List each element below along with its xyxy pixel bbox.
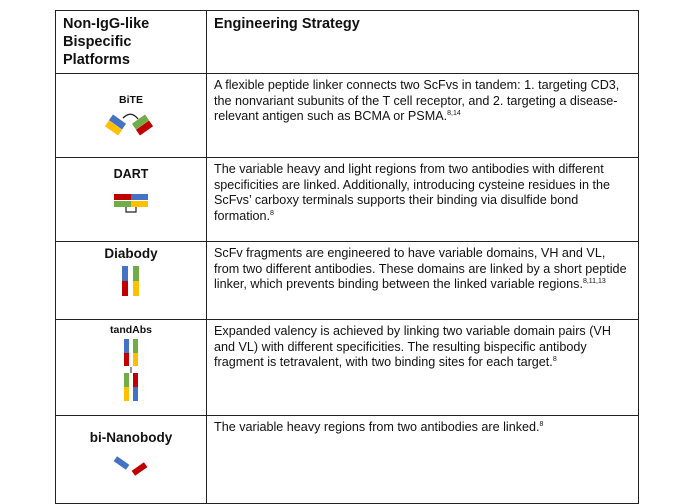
- platforms-header: [56, 11, 207, 74]
- dart-diagram-icon: [111, 191, 151, 217]
- strategy-text-bi-nanobody: The variable heavy regions from two antibodies are linked.: [214, 420, 540, 434]
- strategy-cell-bite: [207, 74, 639, 158]
- strategy-header: Engineering Strategy: [207, 11, 639, 74]
- table-row-dart: [56, 158, 639, 242]
- platform-name-dart: DART: [113, 167, 149, 181]
- table-row-diabody: [56, 242, 639, 320]
- bispecific-platforms-table: [55, 10, 639, 504]
- tandabs-diagram-icon: [119, 338, 143, 404]
- table-row-bite: [56, 74, 639, 158]
- reference-marker-diabody: 8,11,13: [582, 278, 606, 285]
- reference-marker-bite: 8,14: [447, 110, 461, 117]
- strategy-cell-tandabs: [207, 320, 639, 416]
- platform-cell-dart: [56, 158, 207, 242]
- platform-cell-diabody: [56, 242, 207, 320]
- table-row-tandabs: [56, 320, 639, 416]
- bi-nanobody-diagram-icon: [109, 455, 153, 479]
- strategy-cell-bi-nanobody: [207, 416, 639, 504]
- strategy-cell-dart: [207, 158, 639, 242]
- platform-name-bi-nanobody: bi-Nanobody: [89, 430, 173, 445]
- strategy-text-bite: A flexible peptide linker connects two ScFvs in tandem: 1. targeting CD3, the nonvariant subunits of the T cell receptor, and 2. targeting a disease-relevant antigen such as BCMA or PSMA.: [214, 78, 620, 124]
- platform-cell-bi-nanobody: [56, 416, 207, 504]
- strategy-text-dart: The variable heavy and light regions from two antibodies with different specificities are linked. Additionally, introducing cysteine residues in the ScFvs’ carboxy terminals supports their binding via disulfide bond formation.: [214, 162, 610, 223]
- reference-marker-dart: 8: [270, 209, 274, 217]
- platforms-header-line1: Non-IgG-like: [63, 16, 150, 32]
- reference-marker-tandabs: 8: [552, 356, 557, 363]
- bite-diagram-icon: [101, 110, 161, 146]
- table-header-row: [56, 11, 639, 74]
- platform-name-tandabs: tandAbs: [110, 324, 152, 336]
- platform-cell-bite: [56, 74, 207, 158]
- platform-cell-tandabs: [56, 320, 207, 416]
- platforms-header-line2: Bispecific Platforms: [63, 34, 132, 68]
- reference-marker-bi-nanobody: 8: [539, 420, 544, 428]
- platform-name-bite: BiTE: [119, 94, 143, 106]
- platform-name-diabody: Diabody: [104, 246, 158, 261]
- strategy-cell-diabody: [207, 242, 639, 320]
- strategy-text-tandabs: Expanded valency is achieved by linking two variable domain pairs (VH and VL) with different specificities. The resulting bispecific antibody fragment is tetravalent, with two binding sites for each target.: [214, 324, 611, 370]
- table-row-bi-nanobody: [56, 416, 639, 504]
- strategy-text-diabody: ScFv fragments are engineered to have variable domains, VH and VL, from two different antibodies. These domains are linked by a short peptide linker, which prevents binding between the linked variable regions.: [214, 246, 627, 292]
- diabody-diagram-icon: [119, 264, 143, 300]
